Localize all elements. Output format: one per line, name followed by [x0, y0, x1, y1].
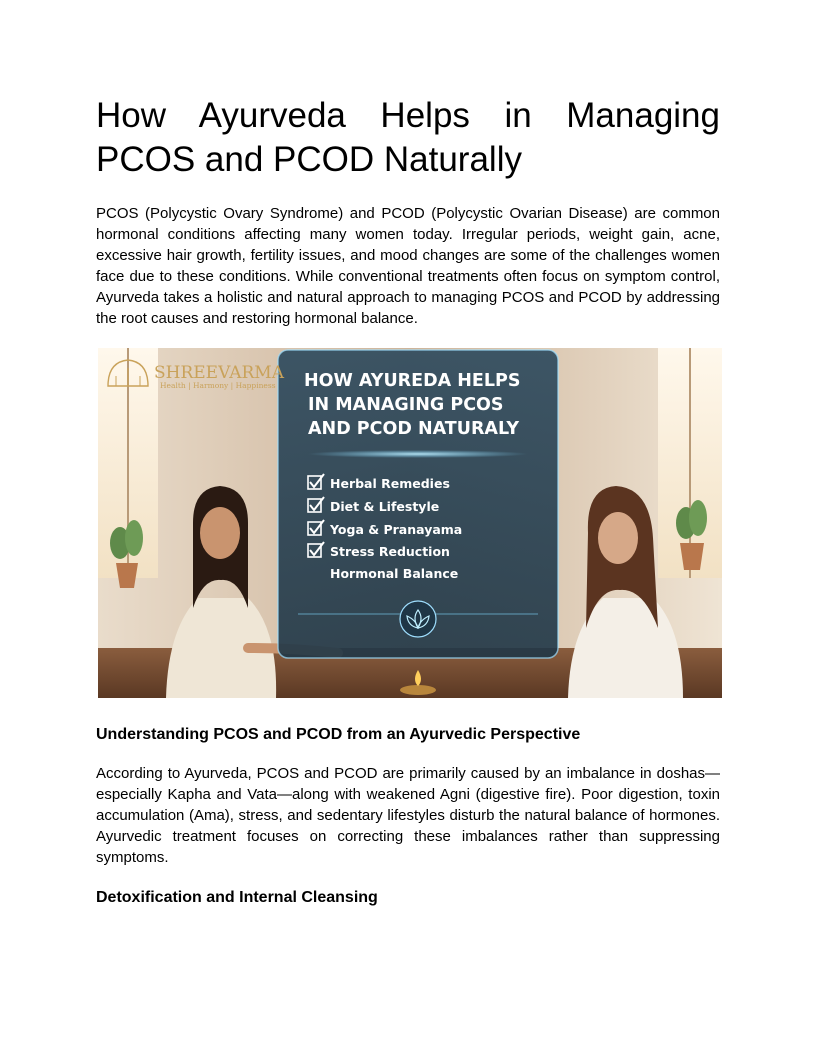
panel-headline-3: AND PCOD NATURALY [308, 419, 520, 439]
checklist-item [308, 520, 462, 537]
brand-tagline: Health | Harmony | Happiness [160, 381, 276, 390]
info-panel [278, 350, 558, 658]
title-line-2: PCOS and PCOD Naturally [96, 140, 522, 179]
checklist-item [308, 474, 450, 491]
section-heading-2: Detoxification and Internal Cleansing [96, 889, 378, 906]
section-heading-1: Understanding PCOS and PCOD from an Ayurvedic Perspective [96, 726, 581, 743]
title-line-1: How Ayurveda Helps in Managing [96, 96, 720, 135]
checklist-label: Stress Reduction [330, 544, 450, 559]
panel-headline-2: IN MANAGING PCOS [308, 395, 504, 415]
brand-name: SHREEVARMA [154, 363, 284, 383]
section-1-paragraph: According to Ayurveda, PCOS and PCOD are primarily caused by an imbalance in doshas—especially Kapha and Vata—along with weakened Agni (digestive fire). Poor digestion, toxin accumulation (Ama), stress, and sedentary lifestyles disturb the natural balance of hormones. Ayurvedic treatment focuses on correcting these imbalances rather than suppressing symptoms. [96, 765, 720, 866]
checklist-label: Diet & Lifestyle [330, 499, 440, 514]
panel-headline-1: HOW AYUREDA HELPS [304, 371, 521, 391]
lotus-icon [400, 601, 436, 637]
checklist-extra-label: Hormonal Balance [330, 566, 459, 581]
page-title [96, 94, 720, 182]
checklist-item [308, 542, 450, 559]
intro-paragraph: PCOS (Polycystic Ovary Syndrome) and PCOD (Polycystic Ovarian Disease) are common hormonal conditions affecting many women today. Irregular periods, weight gain, acne, excessive hair growth, fertility issues, and mood changes are some of the challenges women face due to these conditions. While conventional treatments often focus on symptom control, Ayurveda takes a holistic and natural approach to managing PCOS and PCOD by addressing the root causes and restoring hormonal balance. [96, 205, 720, 327]
checklist-label: Yoga & Pranayama [330, 522, 463, 537]
checklist-label: Herbal Remedies [330, 476, 450, 491]
banner-image [98, 348, 722, 698]
